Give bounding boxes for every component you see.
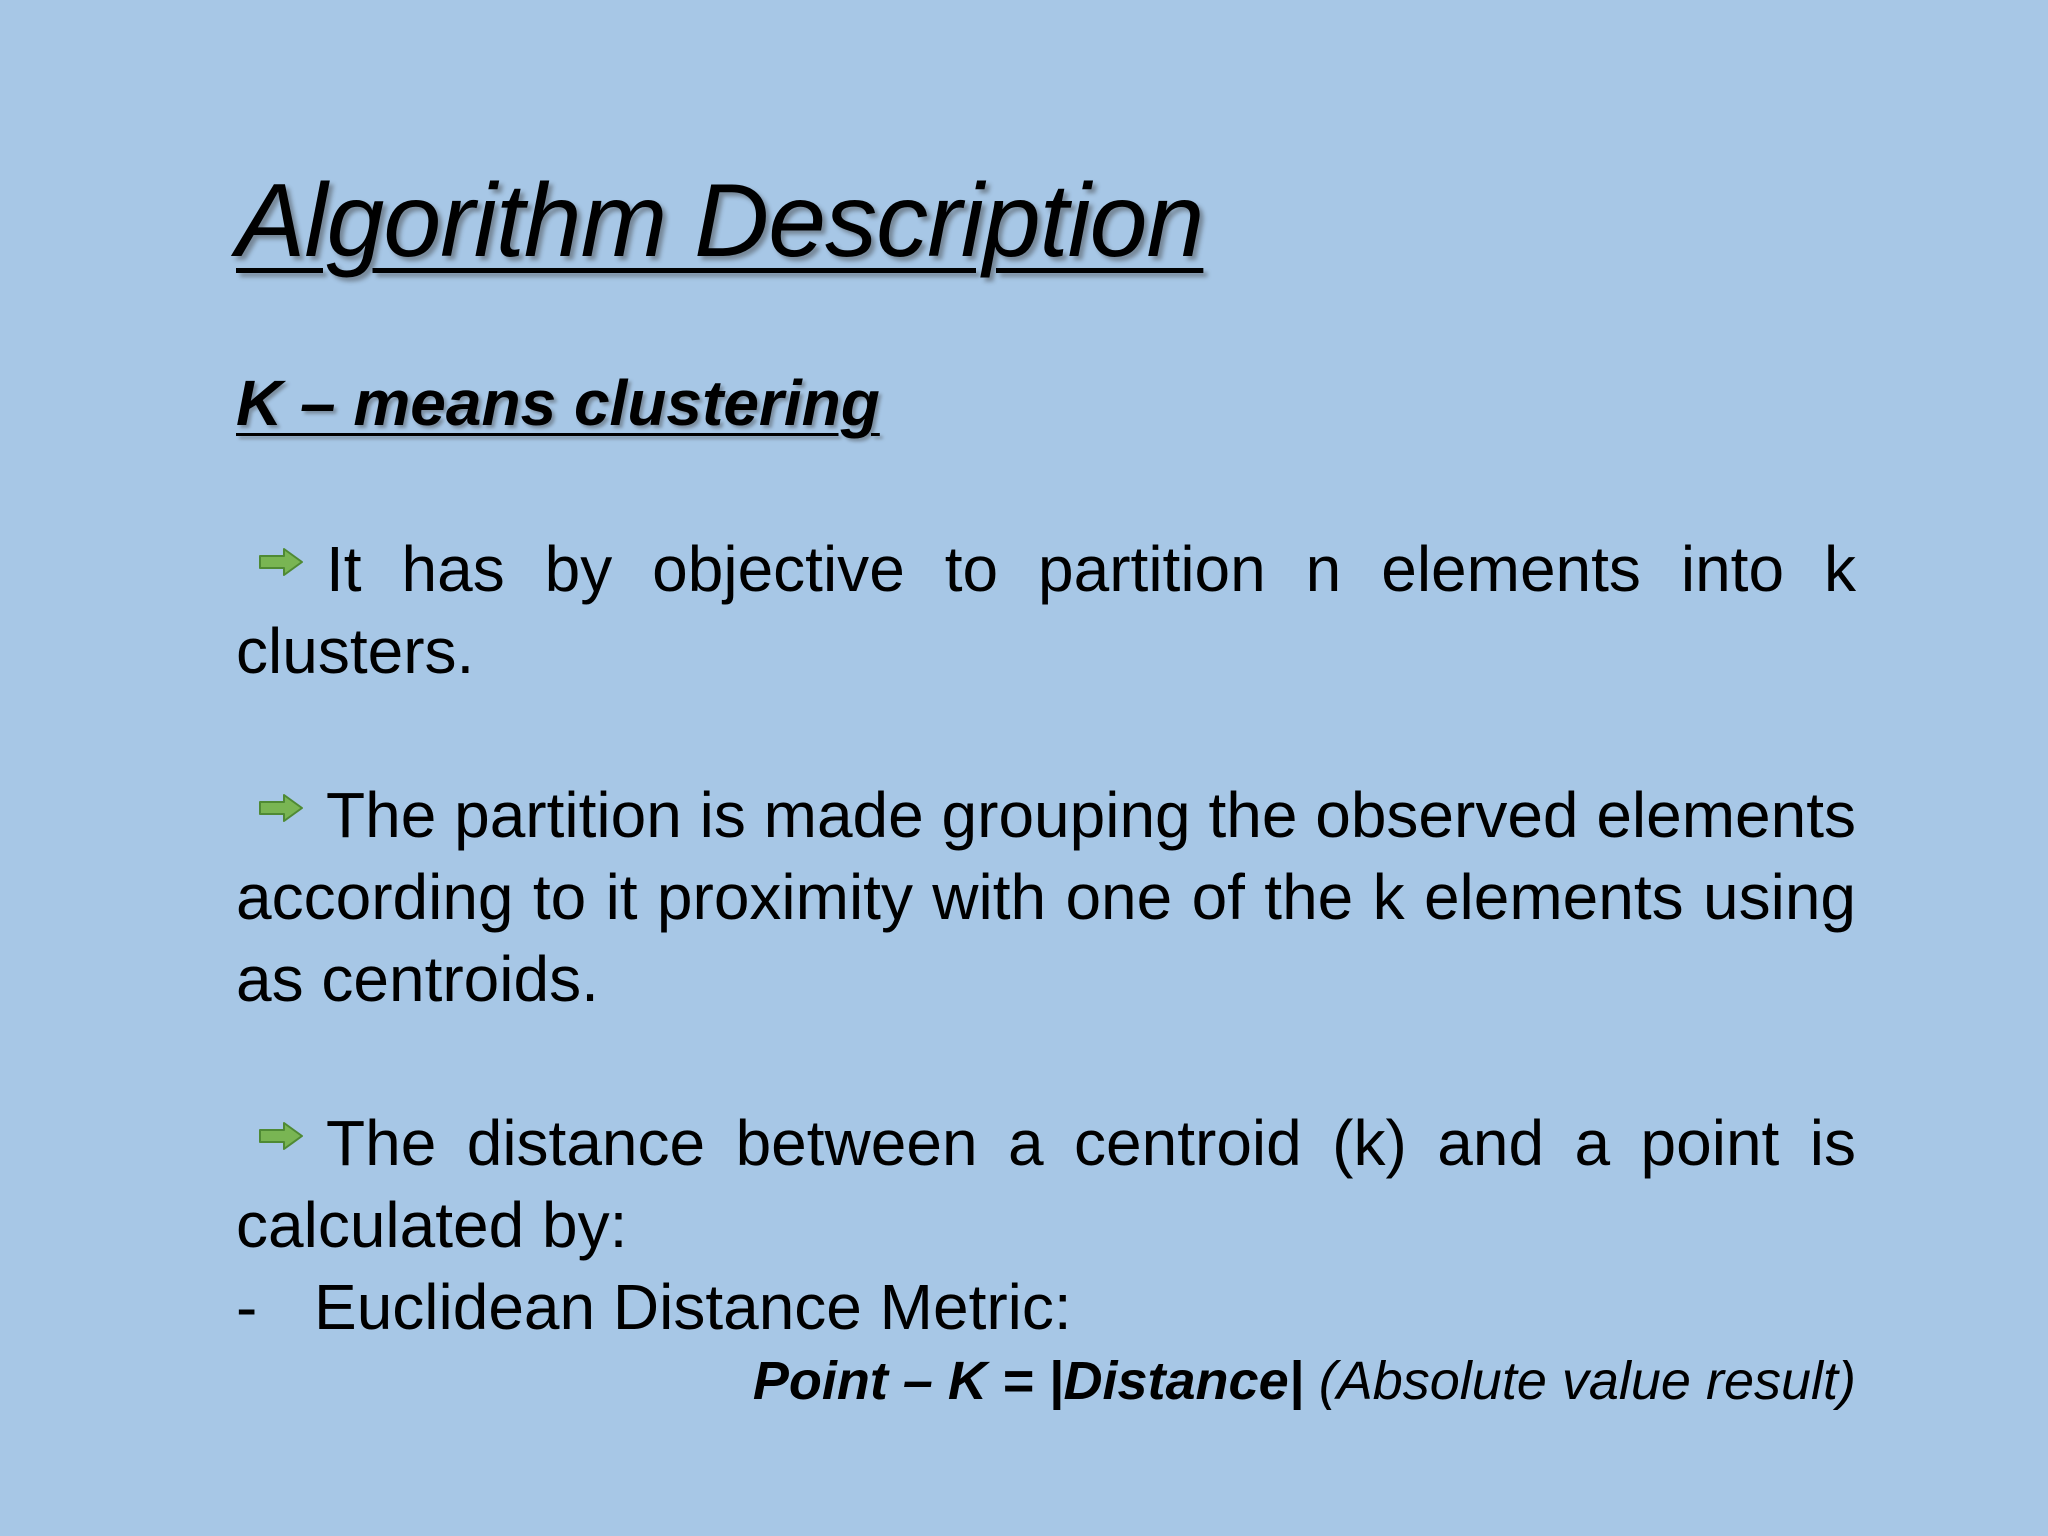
bullet-item — [236, 528, 1856, 692]
formula-note: (Absolute value result) — [1318, 1351, 1856, 1411]
bullet-text: The distance between a centroid (k) and a point is calculated by: — [236, 1107, 1856, 1261]
slide-subtitle: K – means clustering — [236, 367, 880, 439]
bullet-item — [236, 774, 1856, 1020]
sub-item-text: Euclidean Distance Metric: — [314, 1271, 1072, 1343]
green-arrow-icon — [258, 793, 304, 823]
bullet-item — [236, 1102, 1856, 1266]
formula-expression: Point – K = |Distance| — [752, 1351, 1304, 1411]
bullet-text: The partition is made grouping the observed elements according to it proximity with one of the k elements using as centroids. — [236, 779, 1856, 1015]
bullet-text: It has by objective to partition n elements into k clusters. — [236, 533, 1856, 687]
formula — [753, 1346, 1856, 1416]
sub-item-dash: - — [236, 1271, 258, 1343]
sub-item — [236, 1266, 1072, 1348]
slide-title: Algorithm Description — [236, 163, 1204, 279]
green-arrow-icon — [258, 1121, 304, 1151]
green-arrow-icon — [258, 547, 304, 577]
